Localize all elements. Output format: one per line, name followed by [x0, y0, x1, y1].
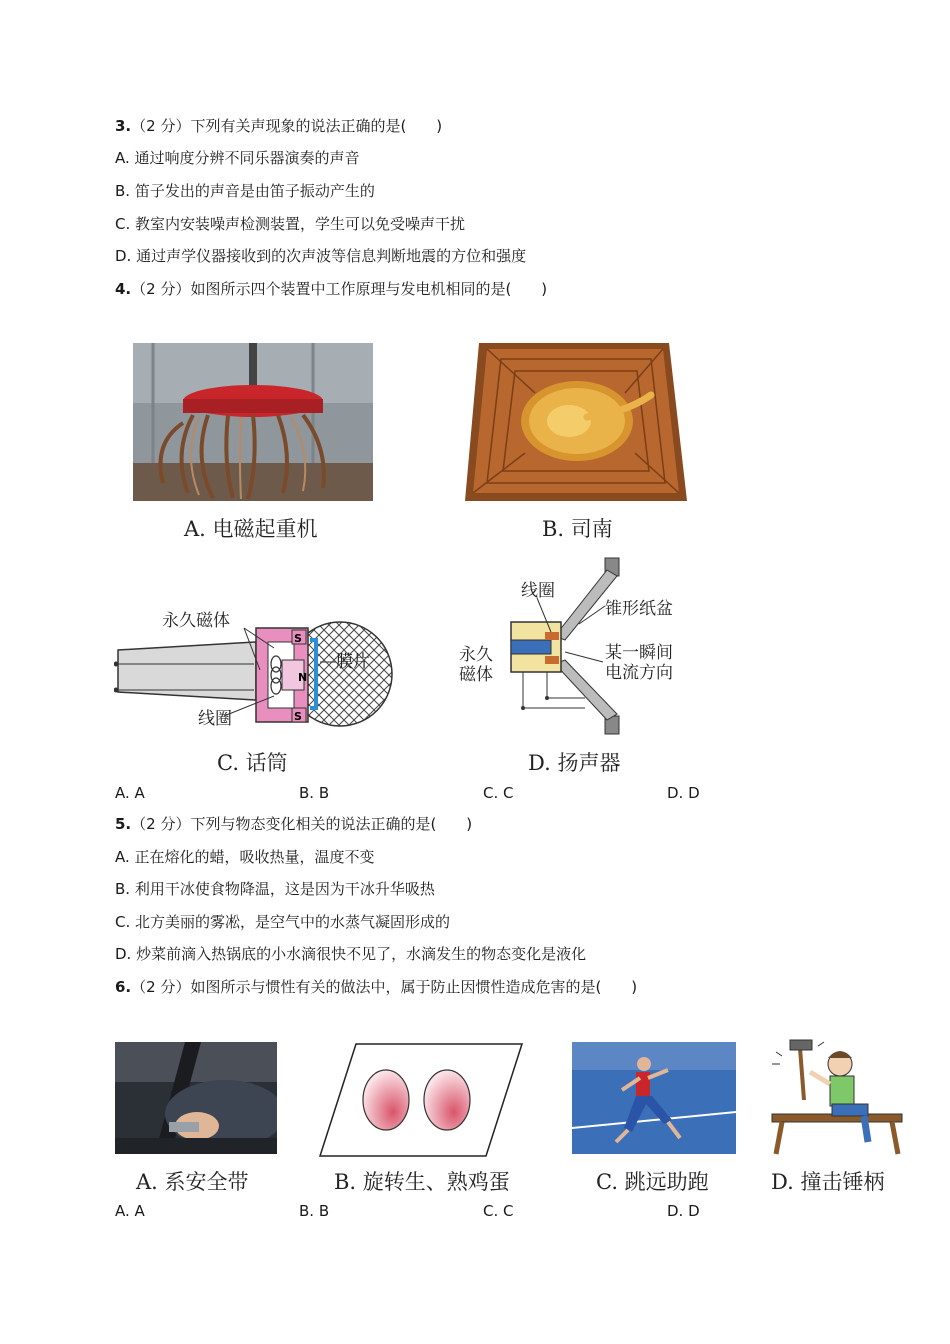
q6-number: 6.	[115, 978, 132, 996]
mic-pole-s-bottom: S	[294, 710, 302, 723]
q4-number: 4.	[115, 280, 132, 298]
q3-option-a[interactable]: A. 通过响度分辨不同乐器演奏的声音	[115, 149, 360, 167]
caption-c-longjump: C. 跳远助跑	[596, 1170, 709, 1194]
q5-option-c[interactable]: C. 北方美丽的雾凇，是空气中的水蒸气凝固形成的	[115, 913, 451, 931]
seatbelt-photo	[115, 1042, 277, 1154]
q6-stem	[115, 977, 637, 997]
caption-b-eggs: B. 旋转生、熟鸡蛋	[334, 1170, 510, 1194]
mic-pole-n: N	[298, 671, 308, 684]
hammer-illustration	[752, 1038, 912, 1158]
q3-option-b[interactable]: B. 笛子发出的声音是由笛子振动产生的	[115, 182, 375, 200]
q4-answer-d[interactable]: D. D	[667, 784, 700, 802]
spk-label-current-line2: 电流方向	[605, 663, 673, 683]
spk-label-magnet-line2: 磁体	[459, 665, 493, 685]
crane-photo	[133, 343, 373, 501]
mic-label-coil: 线圈	[198, 709, 232, 729]
q4-answer-c[interactable]: C. C	[483, 784, 514, 802]
mic-pole-s-top: S	[294, 632, 302, 645]
q6-answer-a[interactable]: A. A	[115, 1202, 145, 1220]
q3-stem-text: （2 分）下列有关声现象的说法正确的是( )	[131, 117, 443, 135]
long-jump-photo	[572, 1042, 736, 1154]
q6-answer-c[interactable]: C. C	[483, 1202, 514, 1220]
q5-option-b[interactable]: B. 利用干冰使食物降温，这是因为干冰升华吸热	[115, 880, 435, 898]
loudspeaker-diagram	[455, 556, 700, 736]
q4-answer-row	[0, 784, 950, 804]
q4-answer-a[interactable]: A. A	[115, 784, 145, 802]
q5-option-a[interactable]: A. 正在熔化的蜡，吸收热量，温度不变	[115, 848, 375, 866]
sinan-compass-image	[465, 343, 687, 501]
q3-number: 3.	[115, 117, 132, 135]
caption-a-crane: A. 电磁起重机	[184, 517, 318, 541]
q5-option-d[interactable]: D. 炒菜前滴入热锅底的小水滴很快不见了，水滴发生的物态变化是液化	[115, 945, 587, 963]
mic-label-membrane: 膜片	[336, 652, 370, 672]
q4-answer-b[interactable]: B. B	[299, 784, 330, 802]
q5-stem-text: （2 分）下列与物态变化相关的说法正确的是( )	[131, 815, 473, 833]
q3-stem	[115, 116, 442, 136]
mic-label-magnet: 永久磁体	[162, 611, 230, 631]
spk-label-magnet-line1: 永久	[459, 645, 493, 665]
q3-option-d[interactable]: D. 通过声学仪器接收到的次声波等信息判断地震的方位和强度	[115, 247, 527, 265]
q4-stem-text: （2 分）如图所示四个装置中工作原理与发电机相同的是( )	[131, 280, 548, 298]
q5-number: 5.	[115, 815, 132, 833]
microphone-diagram	[114, 600, 404, 735]
caption-d-loudspeaker: D. 扬声器	[528, 751, 621, 775]
q5-stem	[115, 814, 472, 834]
q6-answer-d[interactable]: D. D	[667, 1202, 700, 1220]
spk-label-coil: 线圈	[521, 581, 555, 601]
spk-label-cone: 锥形纸盆	[605, 599, 673, 619]
caption-c-microphone: C. 话筒	[217, 751, 288, 775]
caption-d-hammer: D. 撞击锤柄	[771, 1170, 885, 1194]
spk-label-current-line1: 某一瞬间	[605, 643, 673, 663]
q6-answer-row	[0, 1202, 950, 1222]
caption-b-sinan: B. 司南	[542, 517, 613, 541]
q6-stem-text: （2 分）如图所示与惯性有关的做法中，属于防止因惯性造成危害的是( )	[131, 978, 638, 996]
caption-a-seatbelt: A. 系安全带	[136, 1170, 249, 1194]
eggs-diagram	[318, 1042, 524, 1158]
q6-answer-b[interactable]: B. B	[299, 1202, 330, 1220]
q4-stem	[115, 279, 547, 299]
q3-option-c[interactable]: C. 教室内安装噪声检测装置，学生可以免受噪声干扰	[115, 215, 466, 233]
